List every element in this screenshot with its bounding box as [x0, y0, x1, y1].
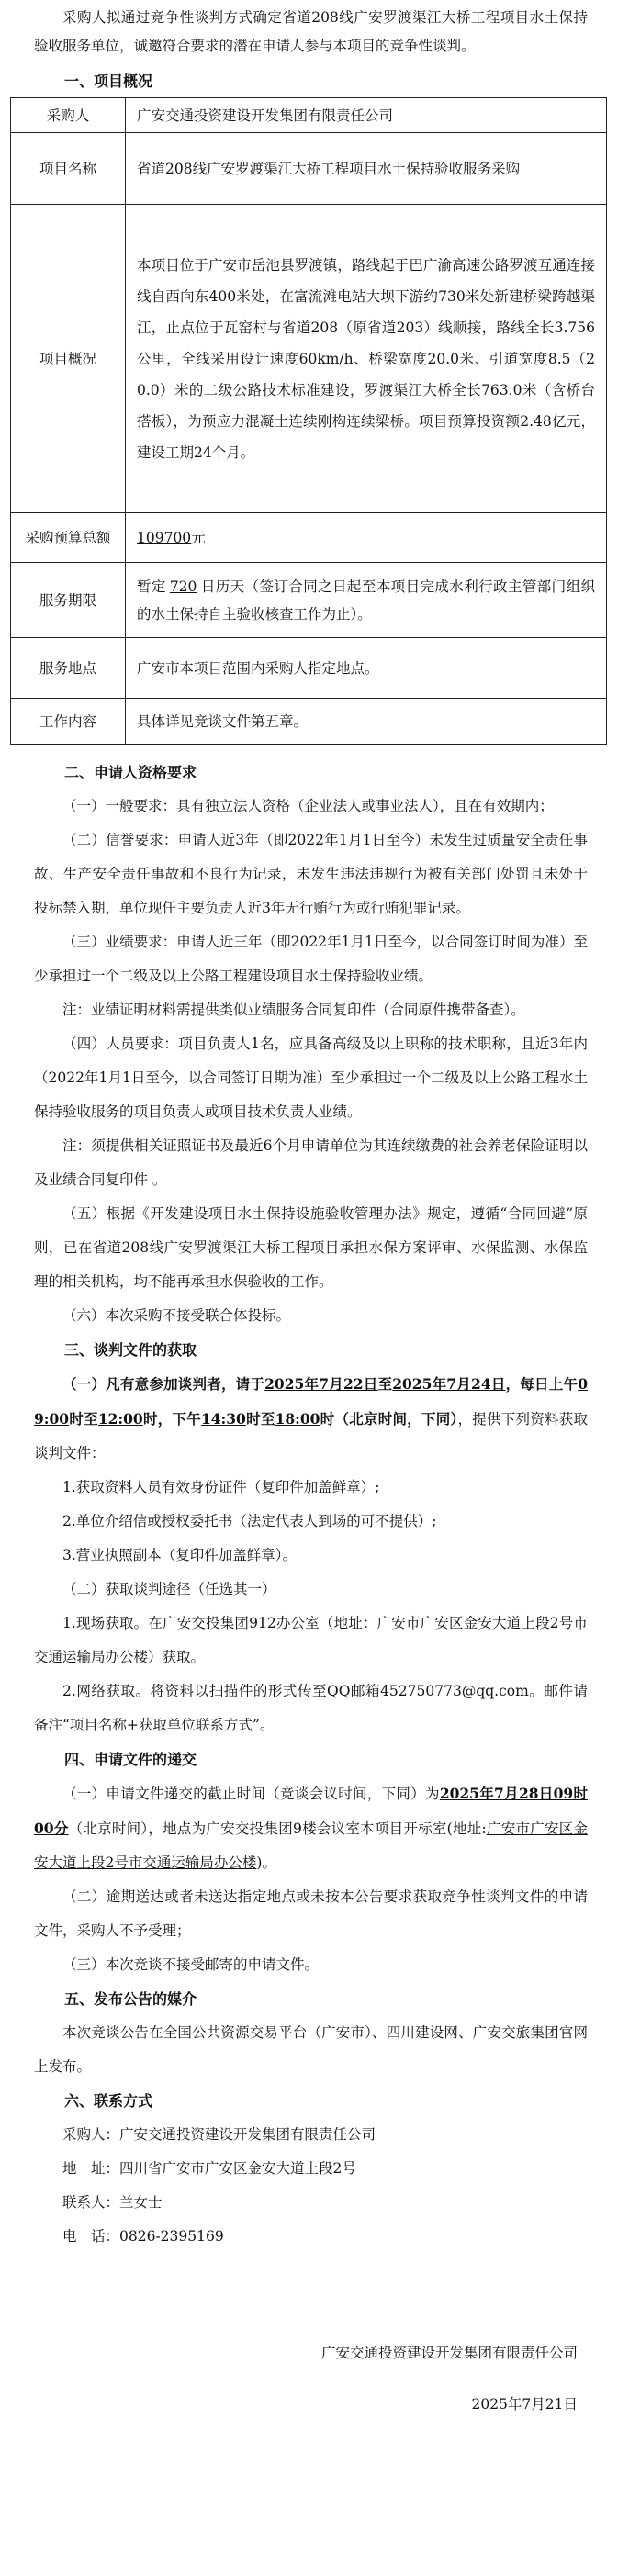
qualification-credit: （二）信誉要求：申请人近3年（即2022年1月1日至今）未发生过质量安全责任事故、生产安全责任事故和不良行为记录，未发生违法违规行为被有关部门处罚且未处于投标禁入期，单位现任主要负责人近3年无行贿行为或行贿犯罪记录。: [34, 832, 588, 916]
row-value: 省道208线广安罗渡渠江大桥工程项目水土保持验收服务采购: [126, 133, 607, 205]
row-label: 服务期限: [11, 563, 126, 638]
morning-start: 09:00: [34, 1375, 588, 1428]
late-submission-rule: （二）逾期送达或者未送达指定地点或未按本公告要求获取竞争性谈判文件的申请文件，采购人不予受理；: [34, 1888, 588, 1939]
service-period-prefix: 暂定: [137, 577, 166, 595]
document-item: 3.营业执照副本（复印件加盖鲜章）。: [62, 1547, 298, 1563]
acquisition-start-date: 2025年7月22日: [264, 1375, 378, 1393]
afternoon-end: 18:00: [275, 1410, 320, 1428]
table-row: [11, 133, 607, 205]
row-value: 本项目位于广安市岳池县罗渡镇，路线起于巴广渝高速公路罗渡互通连接线自西向东400米处，在富流滩电站大坝下游约730米处新建桥梁跨越渠江，止点位于瓦窑村与省道208（原省道203）线顺接，路线全长3.756公里，全线采用设计速度60km/h、桥梁宽度20.0米、引道宽度8.5（20.0）米的二级公路技术标准建设，罗渡渠江大桥全长763.0米（含桥台搭板），为预应力混凝土连续刚构连续梁桥。项目预算投资额2.48亿元，建设工期24个月。: [126, 205, 607, 513]
section1-title: 一、项目概况: [64, 73, 153, 90]
contact-address: 地 址：四川省广安市广安区金安大道上段2号: [62, 2160, 356, 2177]
signature-date: 2025年7月21日: [471, 2396, 578, 2413]
section6-title: 六、联系方式: [64, 2092, 153, 2110]
document-acquisition-time: （一）凡有意参加谈判者，请于2025年7月22日至2025年7月24日，每日上午09:00时至12:00时，下午14:30时至18:00时（北京时间，下同），提供下列资料获取谈判文件：: [34, 1375, 588, 1462]
deadline-datetime: 2025年7月28日09时00分: [34, 1785, 588, 1837]
qualification-performance: （三）业绩要求：申请人近三年（即2022年1月1日至今，以合同签订时间为准）至少承担过一个二级及以上公路工程建设项目水土保持验收业绩。: [34, 934, 588, 984]
section3-title: 三、谈判文件的获取: [64, 1341, 197, 1359]
row-label: 采购人: [11, 98, 126, 133]
service-period-days: 720: [169, 577, 197, 595]
row-label: 项目概况: [11, 205, 126, 513]
acquisition-onsite: 1.现场获取。在广安交投集团912办公室（地址：广安市广安区金安大道上段2号市交通运输局办公楼）获取。: [34, 1615, 588, 1665]
table-row: [11, 98, 607, 133]
acquisition-online: 2.网络获取。将资料以扫描件的形式传至QQ邮箱452750773@qq.com。邮件请备注“项目名称+获取单位联系方式”。: [34, 1683, 588, 1733]
section4-title: 四、申请文件的递交: [64, 1751, 197, 1768]
project-info-table: [10, 97, 607, 745]
budget-amount: 109700: [137, 529, 192, 546]
qualification-avoidance: （五）根据《开发建设项目水土保持设施验收管理办法》规定，遵循“合同回避”原则，已在省道208线广安罗渡渠江大桥工程项目承担水保方案评审、水保监测、水保监理的相关机构，均不能再承担水保验收的工作。: [34, 1205, 588, 1290]
section5-title: 五、发布公告的媒介: [64, 1990, 197, 2008]
row-value: 广安交通投资建设开发集团有限责任公司: [126, 98, 607, 133]
document-item: 2.单位介绍信或授权委托书（法定代表人到场的可不提供）;: [62, 1513, 437, 1529]
row-label: 工作内容: [11, 699, 126, 745]
table-row: [11, 638, 607, 699]
table-row: [11, 513, 607, 563]
section2-title: 二、申请人资格要求: [64, 764, 197, 781]
mail-submission-rule: （三）本次竞谈不接受邮寄的申请文件。: [62, 1956, 320, 1973]
row-value: 具体详见竞谈文件第五章。: [126, 699, 607, 745]
row-value: 广安市本项目范围内采购人指定地点。: [126, 638, 607, 699]
contact-person: 联系人：兰女士: [62, 2194, 163, 2211]
qq-email-link[interactable]: 452750773@qq.com: [380, 1683, 529, 1699]
intro-paragraph: 采购人拟通过竞争性谈判方式确定省道208线广安罗渡渠江大桥工程项目水土保持验收服务单位，诚邀符合要求的潜在申请人参与本项目的竞争性谈判。: [34, 9, 588, 54]
row-value: [126, 513, 607, 563]
qualification-general: （一）一般要求：具有独立法人资格（企业法人或事业法人），且在有效期内；: [62, 798, 554, 814]
performance-note: 注：业绩证明材料需提供类似业绩服务合同复印件（合同原件携带备查）。: [62, 1002, 525, 1018]
qualification-personnel: （四）人员要求：项目负责人1名，应具备高级及以上职称的技术职称，且近3年内（2022年1月1日至今，以合同签订日期为准）至少承担过一个二级及以上公路工程水土保持验收服务的项目负责人或项目技术负责人业绩。: [34, 1036, 588, 1120]
budget-unit: 元: [191, 529, 206, 546]
contact-phone: 电 话：0826-2395169: [62, 2228, 224, 2245]
morning-end: 12:00: [97, 1410, 143, 1428]
qualification-consortium: （六）本次采购不接受联合体投标。: [62, 1307, 291, 1324]
acquisition-end-date: 2025年7月24日: [392, 1375, 506, 1393]
table-row: [11, 699, 607, 745]
service-period-suffix: 日历天（签订合同之日起至本项目完成水利行政主管部门组织的水土保持自主验收核查工作为止）。: [137, 577, 595, 622]
table-row: [11, 205, 607, 513]
row-label: 服务地点: [11, 638, 126, 699]
contact-purchaser: 采购人：广安交通投资建设开发集团有限责任公司: [62, 2126, 376, 2143]
publication-media: 本次竞谈公告在全国公共资源交易平台（广安市）、四川建设网、广安交旅集团官网上发布。: [34, 2024, 588, 2075]
submission-address: 广安市广安区金安大道上段2号市交通运输局办公楼: [34, 1820, 588, 1871]
afternoon-start: 14:30: [200, 1410, 246, 1428]
submission-deadline: （一）申请文件递交的截止时间（竞谈会议时间，下同）为2025年7月28日09时00分（北京时间），地点为广安交投集团9楼会议室本项目开标室(地址:广安市广安区金安大道上段2号市交通运输局办公楼)。: [34, 1785, 588, 1871]
personnel-note: 注：须提供相关证照证书及最近6个月申请单位为其连续缴费的社会养老保险证明以及业绩合同复印件 。: [34, 1137, 588, 1188]
row-value: [126, 563, 607, 638]
row-label: 采购预算总额: [11, 513, 126, 563]
signature-company: 广安交通投资建设开发集团有限责任公司: [320, 2345, 578, 2361]
table-row: [11, 563, 607, 638]
row-label: 项目名称: [11, 133, 126, 205]
document-item: 1.获取资料人员有效身份证件（复印件加盖鲜章）;: [62, 1479, 380, 1495]
acquisition-methods: （二）获取谈判途径（任选其一）: [62, 1581, 276, 1597]
